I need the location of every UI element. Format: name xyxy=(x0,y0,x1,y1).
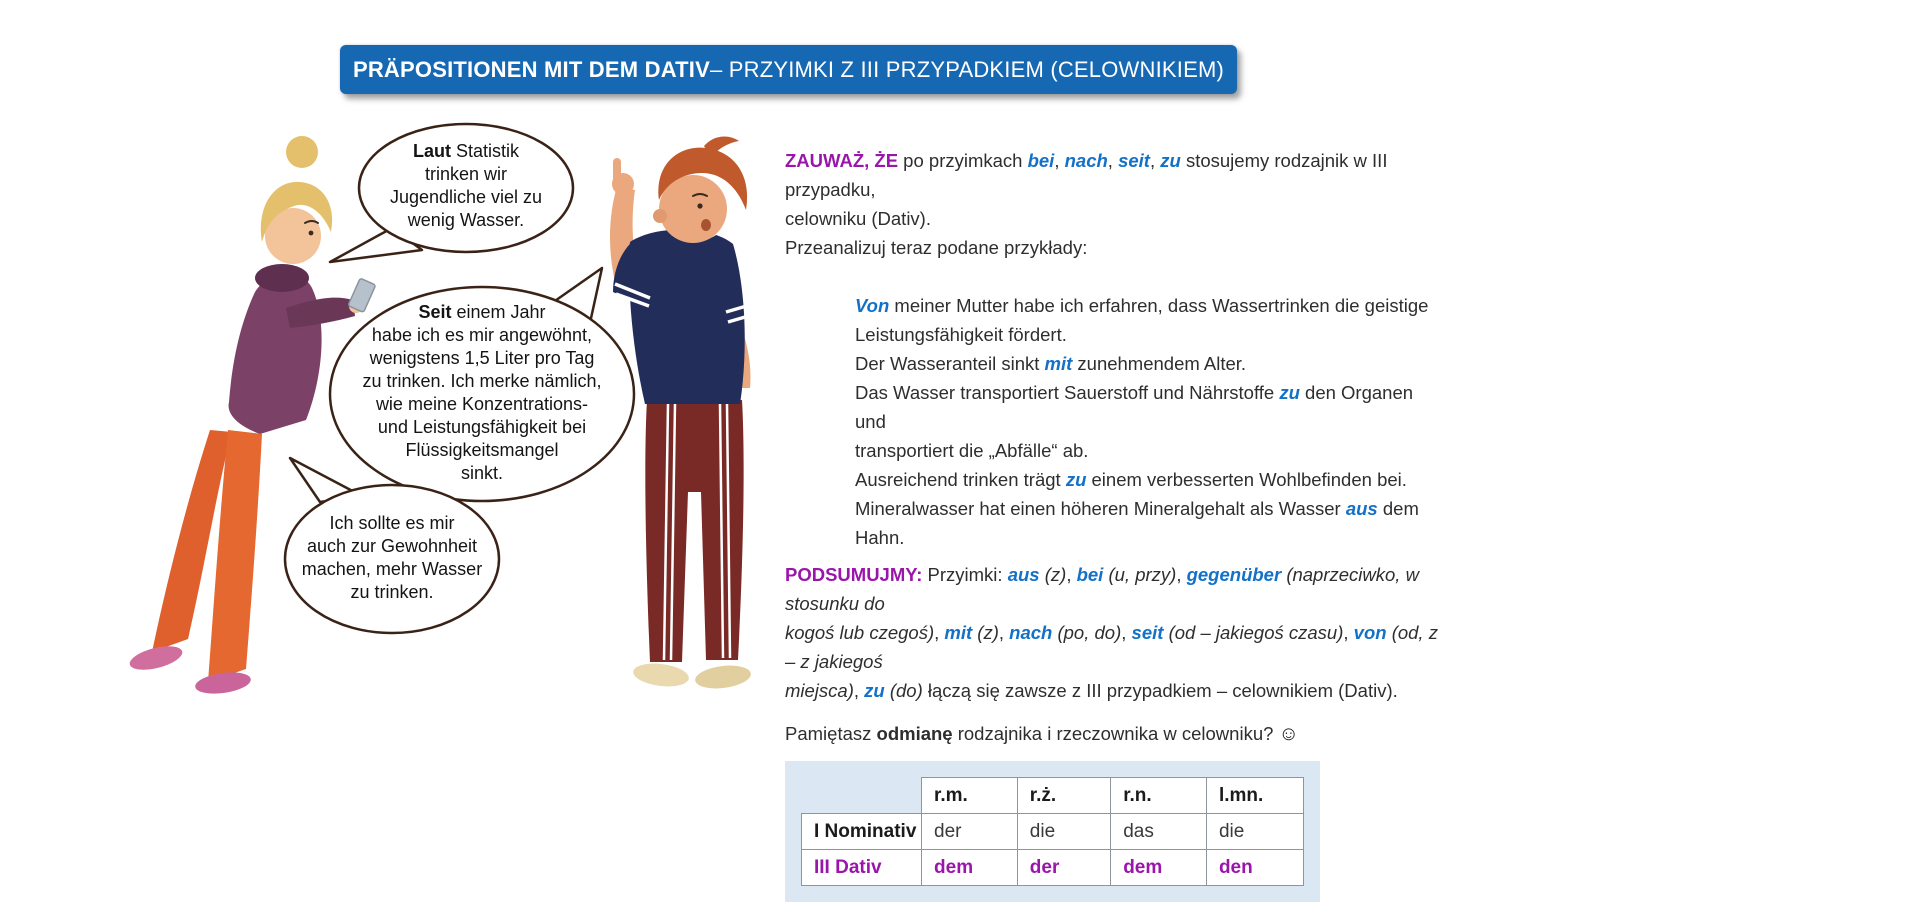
table-cell: die xyxy=(1017,814,1110,850)
table-header-row xyxy=(802,778,1304,814)
note-paragraph: ZAUWAŻ, ŻE po przyimkach bei, nach, seit, zu stosujemy rodzajnik w III przypadku, celowniku (Dativ). Przeanalizuj teraz podane przykłady: xyxy=(785,150,1388,258)
table-cell: der xyxy=(1017,850,1110,886)
banner-title-polish: – PRZYIMKI Z III PRZYPADKIEM (CELOWNIKIEM) xyxy=(709,56,1225,82)
table-cell: dem xyxy=(922,850,1018,886)
table-corner-cell xyxy=(802,778,922,814)
question-line: Pamiętasz odmianę rodzajnika i rzeczownika w celowniku? ☺ xyxy=(785,723,1299,745)
examples-list xyxy=(855,291,1445,552)
table-header-rz: r.ż. xyxy=(1017,778,1110,814)
example-sentence: Mineralwasser hat einen höheren Mineralgehalt als Wasser aus dem Hahn. xyxy=(855,498,1419,548)
example-sentence: Ausreichend trinken trägt zu einem verbesserten Wohlbefinden bei. xyxy=(855,469,1407,490)
table-row-dativ xyxy=(802,850,1304,886)
table-header-lmn: l.mn. xyxy=(1206,778,1303,814)
table-row-nominativ xyxy=(802,814,1304,850)
summary-paragraph: PODSUMUJMY: Przyimki: aus (z), bei (u, przy), gegenüber (naprzeciwko, w stosunku do kogoś lub czegoś), mit (z), nach (po, do), seit (od – jakiegoś czasu), von (od, z – z jakiegoś miejsca), zu (do) łączą się zawsze z III przypadkiem – celownikiem (Dativ). xyxy=(785,564,1438,701)
example-sentence: Der Wasseranteil sinkt mit zunehmendem Alter. xyxy=(855,353,1247,374)
row-label-nominativ: I Nominativ xyxy=(802,814,922,850)
banner-title-german: PRÄPOSITIONEN MIT DEM DATIV xyxy=(352,56,710,82)
example-sentence: Das Wasser transportiert Sauerstoff und Nährstoffe zu den Organen und transportiert die „Abfälle“ ab. xyxy=(855,382,1414,461)
content-column xyxy=(785,146,1445,902)
table-cell: das xyxy=(1111,814,1207,850)
declension-panel xyxy=(785,761,1320,902)
title-banner xyxy=(340,45,1237,94)
speech-bubble-2-text: Seit einem Jahr habe ich es mir angewöhnt, wenigstens 1,5 Liter pro Tag zu trinken. Ich merke nämlich, wie meine Konzentrations- und Leistungsfähigkeit bei Flüssigkeitsmangel sinkt. xyxy=(362,302,602,483)
speech-bubble-3-text: Ich sollte es mir auch zur Gewohnheit machen, mehr Wasser zu trinken. xyxy=(301,513,483,602)
row-label-dativ: III Dativ xyxy=(802,850,922,886)
table-cell: den xyxy=(1206,850,1303,886)
table-header-rn: r.n. xyxy=(1111,778,1207,814)
table-cell: die xyxy=(1206,814,1303,850)
table-header-rm: r.m. xyxy=(922,778,1018,814)
speech-bubble-1-text: Laut Statistik trinken wir Jugendliche viel zu wenig Wasser. xyxy=(389,141,543,230)
declension-table xyxy=(801,777,1304,886)
table-cell: dem xyxy=(1111,850,1207,886)
example-sentence: Von meiner Mutter habe ich erfahren, dass Wassertrinken die geistige Leistungsfähigkeit fördert. xyxy=(855,295,1429,345)
table-cell: der xyxy=(922,814,1018,850)
